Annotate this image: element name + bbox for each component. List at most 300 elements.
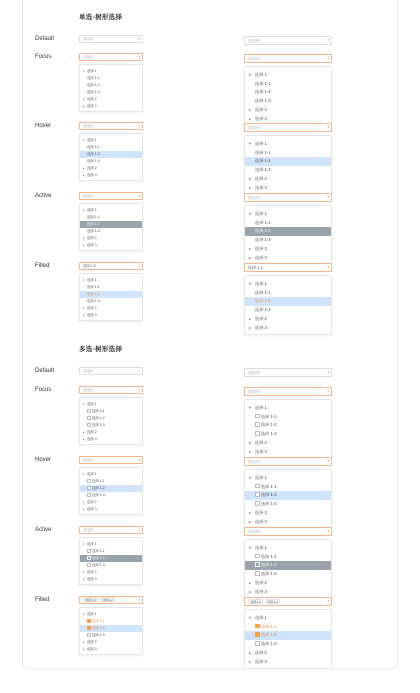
caret-right-icon[interactable]: ▸ (249, 185, 251, 190)
multi-tree-select-active-large[interactable] (244, 527, 332, 536)
tree-parent-node[interactable] (80, 569, 142, 576)
chevron-down-icon[interactable]: ▾ (327, 459, 329, 463)
checkbox-icon[interactable] (255, 562, 260, 567)
tree-leaf-node[interactable] (245, 149, 331, 158)
tree-leaf-node[interactable] (80, 562, 142, 569)
tree-leaf-node[interactable] (80, 422, 142, 429)
tree-node-label: 选择 1 (255, 475, 267, 480)
tree-parent-node[interactable] (80, 165, 142, 172)
tree-node-label: 选择 3 (255, 184, 267, 190)
tree-node-label: 选择 1-3 (260, 571, 277, 577)
caret-right-icon[interactable]: ▸ (249, 519, 251, 524)
caret-right-icon[interactable]: ▸ (83, 640, 85, 644)
tree-parent-node[interactable] (245, 509, 331, 518)
tree-parent-node[interactable] (80, 103, 142, 110)
caret-right-icon[interactable]: ▸ (249, 589, 251, 594)
tree-parent-node[interactable] (80, 436, 142, 443)
tree-parent-node[interactable] (245, 280, 331, 289)
tree-dropdown-panel (244, 399, 332, 459)
tree-node-label: 选择 3 (87, 507, 97, 511)
state-label: Focus (35, 54, 52, 60)
tree-parent-node[interactable] (80, 499, 142, 506)
tree-node-label: 选择 1-2 (91, 416, 105, 420)
selected-tag[interactable]: 选择 1-1 (248, 599, 263, 604)
caret-right-icon[interactable]: ▸ (249, 510, 251, 515)
caret-right-icon[interactable]: ▸ (83, 243, 85, 247)
chevron-down-icon[interactable]: ▾ (327, 195, 329, 199)
tree-node-label: 选择 1-1 (87, 76, 100, 80)
tree-node-label: 选择 1 (255, 281, 267, 286)
caret-right-icon[interactable]: ▸ (83, 313, 85, 317)
tree-leaf-node[interactable] (80, 555, 142, 562)
tree-leaf-node[interactable] (245, 430, 331, 439)
caret-down-icon[interactable]: ▾ (249, 282, 251, 286)
chevron-down-icon[interactable]: ▾ (327, 125, 329, 129)
tree-parent-node[interactable] (80, 646, 142, 653)
checkbox-icon[interactable] (255, 422, 260, 427)
tree-leaf-node[interactable] (245, 421, 331, 430)
tree-node-label: 选择 1 (255, 615, 267, 620)
tree-node-label: 选择 3 (255, 588, 267, 594)
multi-tree-select-default-large[interactable] (244, 368, 332, 377)
tree-node-label: 选择 1-1 (260, 483, 277, 489)
tree-node-label: 选择 1-3 (87, 229, 100, 233)
checkbox-icon[interactable] (255, 484, 260, 489)
tree-leaf-node[interactable] (80, 408, 142, 415)
caret-right-icon[interactable]: ▸ (83, 104, 85, 108)
tree-leaf-node[interactable] (80, 75, 142, 82)
tree-node-label: 选择 2 (87, 166, 97, 170)
tree-node-label: 选择 3 (87, 437, 97, 441)
chevron-down-icon[interactable]: ▾ (138, 598, 140, 602)
tree-leaf-node[interactable] (245, 219, 331, 228)
caret-right-icon[interactable]: ▸ (249, 440, 251, 445)
caret-down-icon[interactable]: ▾ (249, 142, 251, 146)
tree-parent-node[interactable] (80, 576, 142, 583)
tree-parent-node[interactable] (245, 324, 331, 333)
checkbox-icon[interactable] (255, 414, 260, 419)
chevron-down-icon[interactable]: ▾ (138, 264, 140, 268)
chevron-down-icon[interactable]: ▾ (327, 38, 329, 42)
checkbox-checked-icon[interactable] (255, 624, 260, 629)
caret-right-icon[interactable]: ▸ (83, 173, 85, 177)
chevron-down-icon[interactable]: ▾ (138, 37, 140, 41)
tree-parent-node[interactable] (245, 115, 331, 124)
tree-dropdown-panel (79, 467, 143, 515)
caret-right-icon[interactable]: ▸ (249, 316, 251, 321)
tree-leaf-node[interactable] (245, 88, 331, 97)
tree-node-label: 选择 1-2 (260, 492, 277, 498)
caret-right-icon[interactable]: ▸ (249, 580, 251, 585)
chevron-down-icon[interactable]: ▾ (138, 388, 140, 392)
checkbox-icon[interactable] (255, 501, 260, 506)
tree-node-label: 选择 1-2 (91, 556, 105, 560)
tree-leaf-node[interactable] (245, 157, 331, 166)
chevron-down-icon[interactable]: ▾ (327, 599, 329, 603)
tree-node-label: 选择 3 (87, 173, 97, 177)
tree-parent-node[interactable] (80, 207, 142, 214)
caret-down-icon[interactable]: ▾ (83, 278, 85, 282)
caret-down-icon[interactable]: ▾ (83, 402, 85, 406)
checkbox-checked-icon[interactable] (87, 626, 91, 630)
tree-node-label: 选择 1-3 (260, 641, 277, 647)
tree-parent-node[interactable] (80, 137, 142, 144)
tree-node-label: 选择 3 (87, 243, 97, 247)
caret-right-icon[interactable]: ▸ (83, 166, 85, 170)
checkbox-icon[interactable] (255, 492, 260, 497)
tree-parent-node[interactable] (245, 315, 331, 324)
single-tree-select-filled-small[interactable] (79, 262, 143, 270)
caret-right-icon[interactable]: ▸ (249, 449, 251, 454)
caret-down-icon[interactable]: ▾ (83, 472, 85, 476)
state-label: Default (35, 36, 55, 42)
checkbox-icon[interactable] (255, 431, 260, 436)
tree-parent-node[interactable] (245, 439, 331, 448)
caret-right-icon[interactable]: ▸ (249, 107, 251, 112)
caret-right-icon[interactable]: ▸ (83, 430, 85, 434)
caret-right-icon[interactable]: ▸ (249, 255, 251, 260)
state-label: Hover (35, 457, 52, 463)
tree-node-label: 选择 1 (87, 542, 97, 546)
tree-dropdown-panel (244, 275, 332, 335)
tree-parent-node[interactable] (245, 254, 331, 263)
tree-dropdown-panel (244, 205, 332, 265)
single-tree-select-default-large[interactable] (244, 36, 332, 45)
tree-parent-node[interactable] (80, 541, 142, 548)
caret-right-icon[interactable]: ▸ (83, 577, 85, 581)
tree-node-label: 选择 3 (255, 518, 267, 524)
tree-parent-node[interactable] (80, 242, 142, 249)
tree-node-label: 选择 2 (87, 306, 97, 310)
single-tree-select-active-small[interactable] (79, 192, 143, 200)
tree-leaf-node[interactable] (80, 618, 142, 625)
caret-right-icon[interactable]: ▸ (83, 570, 85, 574)
tree-leaf-node[interactable] (245, 483, 331, 492)
tree-dropdown-panel (244, 135, 332, 195)
multi-tree-select-focus-large[interactable] (244, 387, 332, 396)
tree-leaf-node[interactable] (80, 415, 142, 422)
selected-tag[interactable]: 选择 1-2 (100, 597, 115, 602)
checkbox-icon[interactable] (87, 633, 91, 637)
tree-parent-node[interactable] (80, 506, 142, 513)
selected-tag[interactable]: 选择 1-2 (265, 599, 280, 604)
tree-parent-node[interactable] (245, 614, 331, 623)
tree-parent-node[interactable] (245, 579, 331, 588)
checkbox-icon[interactable] (87, 486, 91, 490)
tree-parent-node[interactable] (80, 235, 142, 242)
tree-parent-node[interactable] (80, 312, 142, 319)
caret-down-icon[interactable]: ▾ (83, 208, 85, 212)
tree-parent-node[interactable] (245, 544, 331, 553)
tree-parent-node[interactable] (245, 175, 331, 184)
tree-node-label: 选择 1-1 (91, 479, 105, 483)
tree-leaf-node[interactable] (80, 632, 142, 639)
tree-node-label: 选择 2 (255, 175, 267, 181)
tree-leaf-node[interactable] (80, 228, 142, 235)
tree-parent-node[interactable] (245, 448, 331, 457)
chevron-down-icon[interactable]: ▾ (138, 369, 140, 373)
caret-right-icon[interactable]: ▸ (83, 437, 85, 441)
section-title: 单选-树形选择 (79, 14, 123, 21)
checkbox-icon[interactable] (87, 423, 91, 427)
tree-leaf-node[interactable] (245, 297, 331, 306)
multi-tree-select-filled-large[interactable] (244, 597, 332, 606)
tree-node-label: 选择 3 (255, 658, 267, 664)
placeholder-text: 请选择 (83, 369, 94, 373)
checkbox-icon[interactable] (87, 493, 91, 497)
tree-node-label: 选择 3 (87, 647, 97, 651)
single-tree-select-default-small[interactable] (79, 35, 143, 43)
tree-leaf-node[interactable] (80, 221, 142, 228)
chevron-down-icon[interactable]: ▾ (138, 458, 140, 462)
checkbox-icon[interactable] (87, 479, 91, 483)
tree-leaf-node[interactable] (80, 284, 142, 291)
tree-dropdown-panel (79, 203, 143, 251)
tree-node-label: 选择 2 (255, 439, 267, 445)
caret-right-icon[interactable]: ▸ (83, 306, 85, 310)
tree-parent-node[interactable] (245, 518, 331, 527)
tree-leaf-node[interactable] (80, 291, 142, 298)
selected-tag[interactable]: 选择 1-1 (83, 597, 98, 602)
tree-parent-node[interactable] (80, 471, 142, 478)
tree-leaf-node[interactable] (245, 413, 331, 422)
placeholder-text: 请选择 (248, 529, 260, 534)
multi-tree-select-focus-small[interactable] (79, 386, 143, 394)
single-tree-select-hover-small[interactable] (79, 122, 143, 130)
tree-node-label: 选择 1-2 (260, 422, 277, 428)
tree-node-label: 选择 2 (87, 236, 97, 240)
tree-node-label: 选择 1-2 (260, 632, 277, 638)
tree-leaf-node[interactable] (245, 491, 331, 500)
checkbox-icon[interactable] (255, 571, 260, 576)
placeholder-text: 请选择 (83, 55, 94, 59)
tree-parent-node[interactable] (245, 649, 331, 658)
single-tree-select-active-large[interactable] (244, 193, 332, 202)
checkbox-checked-icon[interactable] (87, 619, 91, 623)
checkbox-icon[interactable] (87, 556, 91, 560)
caret-down-icon[interactable]: ▾ (83, 138, 85, 142)
tree-leaf-node[interactable] (245, 500, 331, 509)
tree-parent-node[interactable] (80, 68, 142, 75)
tree-dropdown-panel (244, 469, 332, 529)
tree-node-label: 选择 3 (255, 448, 267, 454)
chevron-down-icon[interactable]: ▾ (138, 55, 140, 59)
state-label: Default (35, 368, 55, 374)
single-tree-select-focus-small[interactable] (79, 53, 143, 61)
tree-leaf-node[interactable] (245, 306, 331, 315)
tree-dropdown-panel (244, 539, 332, 599)
tree-dropdown-panel (79, 537, 143, 585)
caret-down-icon[interactable]: ▾ (249, 476, 251, 480)
tree-node-label: 选择 1-2 (255, 228, 271, 234)
tree-node-label: 选择 1-3 (87, 90, 100, 94)
tree-node-label: 选择 1-3 (255, 307, 271, 313)
tree-parent-node[interactable] (80, 172, 142, 179)
tree-node-label: 选择 1-2 (87, 83, 100, 87)
tree-leaf-node[interactable] (80, 492, 142, 499)
tree-leaf-node[interactable] (245, 80, 331, 89)
state-label: Hover (35, 123, 52, 129)
caret-down-icon[interactable]: ▾ (249, 212, 251, 216)
single-tree-select-filled-large[interactable] (244, 263, 332, 272)
chevron-down-icon[interactable]: ▾ (327, 56, 329, 60)
tree-leaf-node[interactable] (245, 631, 331, 640)
tree-leaf-node[interactable] (80, 214, 142, 221)
tree-node-label: 选择 1-2 (255, 298, 271, 304)
tree-leaf-node[interactable] (245, 227, 331, 236)
state-label: Active (35, 527, 52, 533)
tree-leaf-node[interactable] (245, 289, 331, 298)
caret-right-icon[interactable]: ▸ (249, 246, 251, 251)
tree-node-label: 选择 1-1 (255, 289, 271, 295)
tree-node-label: 选择 1-1 (91, 619, 105, 623)
section-title: 多选-树形选择 (79, 346, 123, 353)
tree-leaf-node[interactable] (80, 82, 142, 89)
tree-leaf-node[interactable] (80, 144, 142, 151)
caret-down-icon[interactable]: ▾ (249, 406, 251, 410)
tree-node-label: 选择 1-2 (255, 158, 271, 164)
tree-node-label: 选择 2 (87, 430, 97, 434)
caret-down-icon[interactable]: ▾ (83, 542, 85, 546)
tree-parent-node[interactable] (245, 474, 331, 483)
single-tree-select-hover-large[interactable] (244, 123, 332, 132)
caret-right-icon[interactable]: ▸ (249, 116, 251, 121)
multi-tree-select-active-small[interactable] (79, 526, 143, 534)
tree-parent-node[interactable] (80, 305, 142, 312)
tree-dropdown-panel (79, 397, 143, 445)
tree-dropdown-panel (79, 273, 143, 321)
chevron-down-icon[interactable]: ▾ (327, 389, 329, 393)
chevron-down-icon[interactable]: ▾ (327, 529, 329, 533)
tree-parent-node[interactable] (245, 71, 331, 80)
placeholder-text: 请选择 (83, 388, 94, 392)
tree-parent-node[interactable] (245, 588, 331, 597)
tree-leaf-node[interactable] (245, 570, 331, 579)
caret-right-icon[interactable]: ▸ (83, 236, 85, 240)
tree-node-label: 选择 1 (87, 402, 97, 406)
chevron-down-icon[interactable]: ▾ (138, 124, 140, 128)
tree-leaf-node[interactable] (80, 158, 142, 165)
tree-parent-node[interactable] (80, 639, 142, 646)
tree-parent-node[interactable] (245, 210, 331, 219)
tree-parent-node[interactable] (245, 184, 331, 193)
placeholder-text: 请选择 (248, 38, 260, 43)
tree-leaf-node[interactable] (80, 298, 142, 305)
placeholder-text: 请选择 (248, 195, 260, 200)
tree-node-label: 选择 3 (255, 324, 267, 330)
chevron-down-icon[interactable]: ▾ (138, 194, 140, 198)
tree-leaf-node[interactable] (80, 478, 142, 485)
tree-node-label: 选择 2 (87, 500, 97, 504)
tree-parent-node[interactable] (245, 658, 331, 667)
checkbox-icon[interactable] (87, 416, 91, 420)
caret-down-icon[interactable]: ▾ (249, 73, 251, 77)
tree-parent-node[interactable] (245, 140, 331, 149)
selected-value: 选择 1-2 (83, 264, 96, 268)
caret-down-icon[interactable]: ▾ (249, 616, 251, 620)
tree-leaf-node[interactable] (245, 236, 331, 245)
tree-leaf-node[interactable] (80, 548, 142, 555)
chevron-down-icon[interactable]: ▾ (327, 265, 329, 269)
tree-leaf-node[interactable] (245, 640, 331, 649)
caret-down-icon[interactable]: ▾ (83, 612, 85, 616)
tree-node-label: 选择 1-3 (87, 299, 100, 303)
caret-down-icon[interactable]: ▾ (83, 69, 85, 73)
caret-down-icon[interactable]: ▾ (249, 546, 251, 550)
placeholder-text: 请选择 (83, 124, 94, 128)
multi-tree-select-default-small[interactable] (79, 367, 143, 375)
chevron-down-icon[interactable]: ▾ (138, 528, 140, 532)
tree-node-label: 选择 1-1 (260, 413, 277, 419)
multi-tree-select-hover-large[interactable] (244, 457, 332, 466)
tree-node-label: 选择 1-1 (260, 553, 277, 559)
tree-node-label: 选择 1-3 (91, 423, 105, 427)
tree-node-label: 选择 1 (255, 405, 267, 410)
checkbox-icon[interactable] (87, 549, 91, 553)
checkbox-icon[interactable] (255, 554, 260, 559)
tree-node-label: 选择 1-3 (255, 98, 271, 104)
tree-parent-node[interactable] (80, 401, 142, 408)
tree-node-label: 选择 1-3 (260, 501, 277, 507)
tree-leaf-node[interactable] (245, 561, 331, 570)
tree-leaf-node[interactable] (245, 553, 331, 562)
checkbox-checked-icon[interactable] (255, 632, 260, 637)
caret-right-icon[interactable]: ▸ (83, 647, 85, 651)
caret-right-icon[interactable]: ▸ (83, 500, 85, 504)
tree-leaf-node[interactable] (245, 623, 331, 632)
caret-right-icon[interactable]: ▸ (249, 650, 251, 655)
caret-right-icon[interactable]: ▸ (249, 659, 251, 664)
tree-leaf-node[interactable] (80, 151, 142, 158)
tree-leaf-node[interactable] (80, 485, 142, 492)
tree-node-label: 选择 3 (255, 254, 267, 260)
multi-tree-select-hover-small[interactable] (79, 456, 143, 464)
placeholder-text: 请选择 (248, 389, 260, 394)
tree-node-label: 选择 1-1 (87, 145, 100, 149)
tree-parent-node[interactable] (80, 611, 142, 618)
tree-parent-node[interactable] (80, 96, 142, 103)
tree-parent-node[interactable] (245, 404, 331, 413)
tree-node-label: 选择 1-2 (87, 292, 100, 296)
tree-parent-node[interactable] (80, 277, 142, 284)
tree-leaf-node[interactable] (245, 97, 331, 106)
tree-leaf-node[interactable] (80, 625, 142, 632)
tree-dropdown-panel (79, 607, 143, 655)
checkbox-icon[interactable] (255, 641, 260, 646)
checkbox-icon[interactable] (87, 409, 91, 413)
tree-node-label: 选择 1-3 (91, 563, 105, 567)
placeholder-text: 请选择 (248, 370, 260, 375)
chevron-down-icon[interactable]: ▾ (327, 370, 329, 374)
tree-parent-node[interactable] (245, 245, 331, 254)
tree-parent-node[interactable] (80, 429, 142, 436)
tree-leaf-node[interactable] (245, 166, 331, 175)
tree-node-label: 选择 1-3 (255, 167, 271, 173)
multi-tree-select-filled-small[interactable] (79, 596, 143, 604)
placeholder-text: 请选择 (83, 194, 94, 198)
tree-node-label: 选择 1-2 (87, 152, 100, 156)
tree-node-label: 选择 1-3 (91, 633, 105, 637)
single-tree-select-focus-large[interactable] (244, 54, 332, 63)
checkbox-icon[interactable] (87, 563, 91, 567)
tree-parent-node[interactable] (245, 106, 331, 115)
caret-right-icon[interactable]: ▸ (249, 176, 251, 181)
caret-right-icon[interactable]: ▸ (249, 325, 251, 330)
caret-right-icon[interactable]: ▸ (83, 97, 85, 101)
tree-leaf-node[interactable] (80, 89, 142, 96)
tree-dropdown-panel (79, 133, 143, 181)
caret-right-icon[interactable]: ▸ (83, 507, 85, 511)
